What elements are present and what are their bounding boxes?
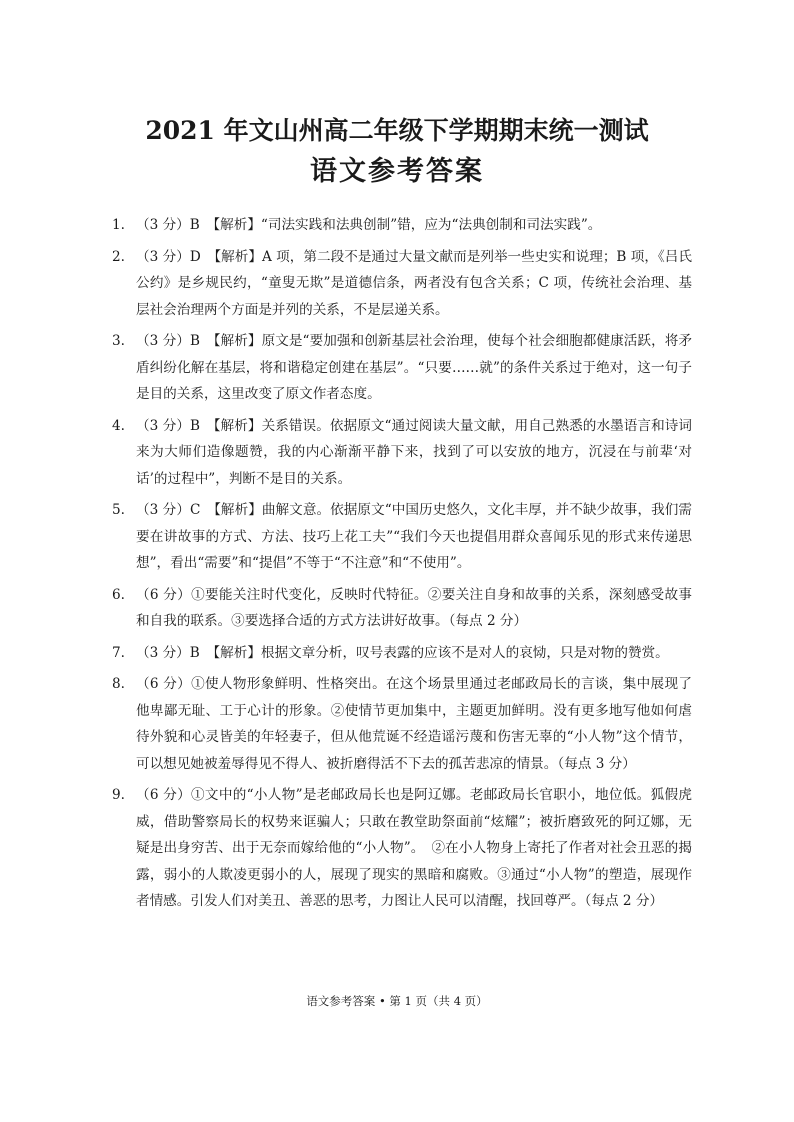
- answer-item-3: [112, 328, 692, 408]
- answer-text: （6 分）①要能关注时代变化，反映时代特征。②要关注自身和故事的关系，深刻感受故事和自我的联系。③要选择合适的方式方法讲好故事。（每点 2 分）: [136, 586, 692, 629]
- answer-item-6: [112, 582, 692, 635]
- answer-number: 7.: [112, 644, 125, 661]
- answer-text: （3 分）C 【解析】曲解文意。依据原文“中国历史悠久，文化丰厚，并不缺少故事，我们需要在讲故事的方式、方法、技巧上花工夫”“我们今天也提倡用群众喜闻乐见的形式来传递思想”，看出“需要”和“提倡”不等于“不注意”和“不使用”。: [136, 502, 692, 571]
- answer-item-8: [112, 671, 692, 777]
- answer-list: [112, 212, 692, 920]
- document-subtitle: 语文参考答案: [310, 156, 484, 187]
- page-footer: 语文参考答案 • 第 1 页（共 4 页）: [306, 994, 488, 1008]
- answer-text: （6 分）①文中的“小人物”是老邮政局长也是阿辽娜。老邮政局长官职小，地位低。狐假虎威，借助警察局长的权势来诓骗人；只敢在教堂助祭面前“炫耀”；被折磨致死的阿辽娜，无疑是出身穷苦、出于无奈而嫁给他的“小人物”。 ②在小人物身上寄托了作者对社会丑恶的揭露，弱小的人欺凌更弱小的人，展现了现实的黑暗和腐败。③通过“小人物”的塑造，展现作者情感。引发人们对美丑、善恶的思考，力图让人民可以清醒，找回尊严。（每点 2 分）: [136, 787, 692, 909]
- answer-number: 3.: [112, 333, 125, 349]
- answer-text: （3 分）D 【解析】A 项，第二段不是通过大量文献而是列举一些史实和说理；B 项，《吕氏公约》是乡规民约，“童叟无欺”是道德信条，两者没有包含关系；C 项，传统社会治理、基层社会治理两个方面是并列的关系，不是层递关系。: [136, 248, 692, 318]
- answer-number: 8.: [112, 676, 125, 692]
- answer-text: （3 分）B 【解析】“司法实践和法典创制”错，应为“法典创制和司法实践”。: [136, 217, 602, 233]
- answer-number: 2.: [112, 248, 125, 265]
- answer-item-2: [112, 244, 692, 324]
- answer-text: （3 分）B 【解析】原文是“要加强和创新基层社会治理，使每个社会细胞都健康活跃，将矛盾纠纷化解在基层，将和谐稳定创建在基层”。“只要……就”的条件关系过于绝对，这一句子是目的关系，这里改变了原文作者态度。: [136, 333, 692, 402]
- answer-number: 9.: [112, 787, 125, 803]
- answer-text: （6 分）①使人物形象鲜明、性格突出。在这个场景里通过老邮政局长的言谈，集中展现了他卑鄙无耻、工于心计的形象。②使情节更加集中，主题更加鲜明。没有更多地写他如何虐待外貌和心灵皆美的年轻妻子，但从他荒诞不经造谣污蔑和伤害无辜的“小人物”这个情节，可以想见她被羞辱得见不得人、被折磨得活不下去的孤苦悲凉的情景。（每点 3 分）: [136, 676, 692, 772]
- answer-number: 1.: [112, 217, 125, 233]
- answer-item-1: [112, 212, 692, 239]
- answer-text: （3 分）B 【解析】关系错误。依据原文“通过阅读大量文献，用自己熟悉的水墨语言和诗词来为大师们造像题赞，我的内心渐渐平静下来，找到了可以安放的地方，沉浸在与前辈‘对话’的过程中”，判断不是目的关系。: [136, 417, 692, 487]
- document-title: 2021 年文山州高二年级下学期期末统一测试: [145, 116, 649, 145]
- answer-number: 6.: [112, 586, 125, 603]
- answer-item-4: [112, 413, 692, 493]
- answer-item-5: [112, 497, 692, 577]
- answer-number: 4.: [112, 417, 125, 434]
- answer-number: 5.: [112, 502, 125, 518]
- answer-item-7: [112, 640, 692, 667]
- answer-text: （3 分）B 【解析】根据文章分析，叹号表露的应该不是对人的哀恸，只是对物的赞赏。: [136, 644, 669, 661]
- answer-item-9: [112, 782, 692, 915]
